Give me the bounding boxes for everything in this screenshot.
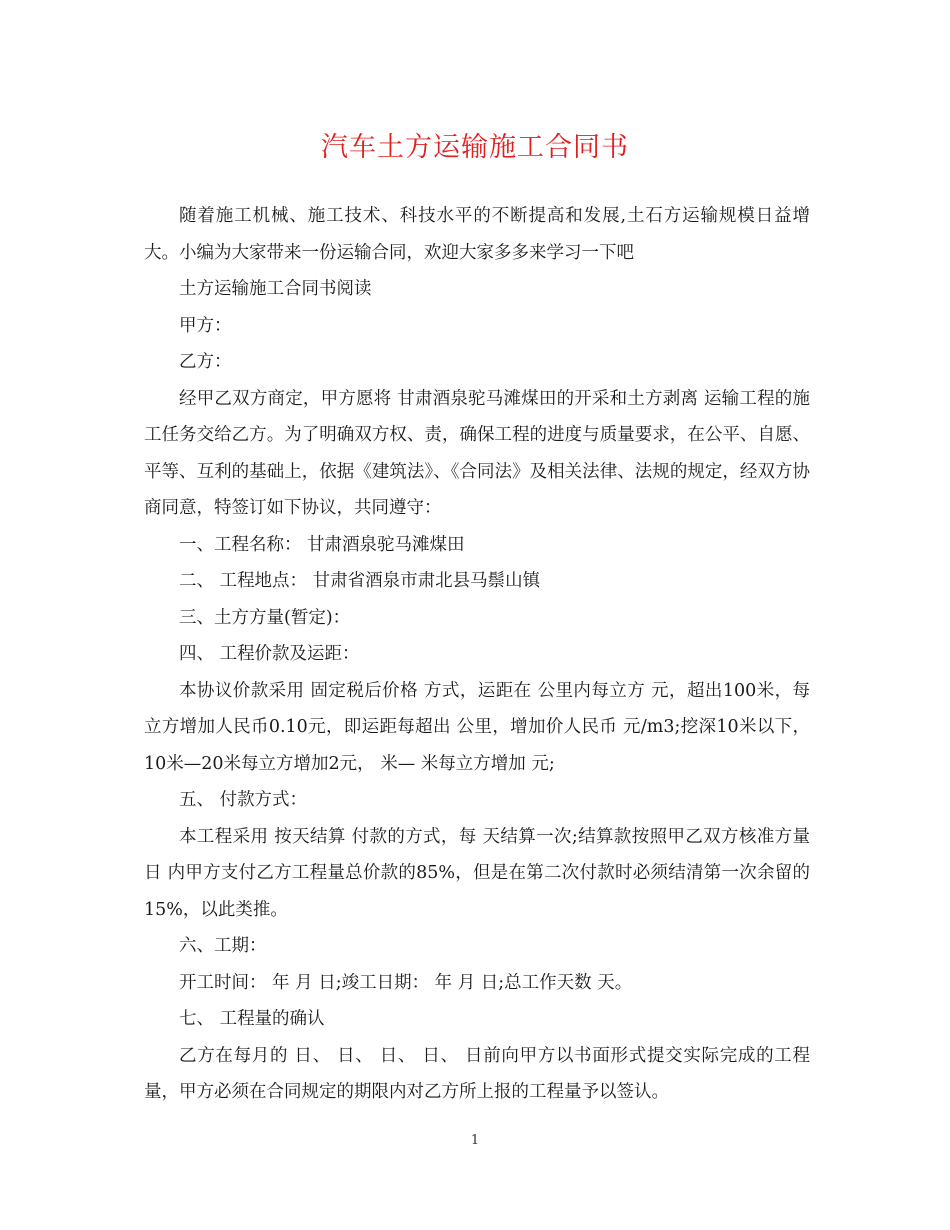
clause-quantity-confirmation: 七、 工程量的确认 — [179, 1009, 325, 1029]
page-number: 1 — [470, 1133, 480, 1148]
clause-payment-method: 五、 付款方式： — [179, 790, 308, 810]
clause-price-distance: 四、 工程价款及运距： — [179, 644, 360, 664]
paragraph-quantity-details: 乙方在每月的 日、 日、 日、 日、 日前向甲方以书面形式提交实际完成的工程量，甲方必须在合同规定的期限内对乙方所上报的工程量予以签认。 — [144, 1045, 810, 1102]
document-title: 汽车土方运输施工合同书 — [321, 132, 629, 163]
clause-project-name: 一、工程名称： 甘肃酒泉驼马滩煤田 — [179, 534, 465, 555]
paragraph-subtitle: 土方运输施工合同书阅读 — [179, 279, 372, 299]
paragraph-payment-details: 本工程采用 按天结算 付款的方式，每 天结算一次;结算款按照甲乙双方核准方量日 内甲方支付乙方工程量总价款的85%，但是在第二次付款时必须结清第一次余留的15%，以此类推。 — [144, 826, 810, 920]
clause-project-location: 二、 工程地点： 甘肃省酒泉市肃北县马鬃山镇 — [179, 571, 541, 591]
paragraph-price-details: 本协议价款采用 固定税后价格 方式，运距在 公里内每立方 元，超出100米，每立方增加人民币0.10元，即运距每超出 公里，增加价人民币 元/m3;挖深10米以下，10米—20米每立方增加2元， 米— 米每立方增加 元; — [144, 680, 810, 774]
paragraph-intro: 随着施工机械、施工技术、科技水平的不断提高和发展,土石方运输规模日益增大。小编为大家带来一份运输合同，欢迎大家多多来学习一下吧 — [144, 206, 810, 263]
paragraph-schedule-details: 开工时间： 年 月 日;竣工日期： 年 月 日;总工作天数 天。 — [179, 972, 633, 993]
document-body — [144, 198, 810, 1111]
paragraph-agreement: 经甲乙双方商定，甲方愿将 甘肃酒泉驼马滩煤田的开采和土方剥离 运输工程的施工任务交给乙方。为了明确双方权、责，确保工程的进度与质量要求，在公平、自愿、平等、互利的基础上，依据《建筑法》、《合同法》及相关法律、法规的规定，经双方协商同意，特签订如下协议，共同遵守： — [144, 388, 810, 518]
clause-earthwork-volume: 三、土方方量(暂定)： — [179, 607, 351, 628]
paragraph-party-b: 乙方： — [179, 352, 232, 372]
paragraph-party-a: 甲方： — [179, 315, 232, 336]
clause-schedule: 六、工期： — [179, 936, 267, 956]
